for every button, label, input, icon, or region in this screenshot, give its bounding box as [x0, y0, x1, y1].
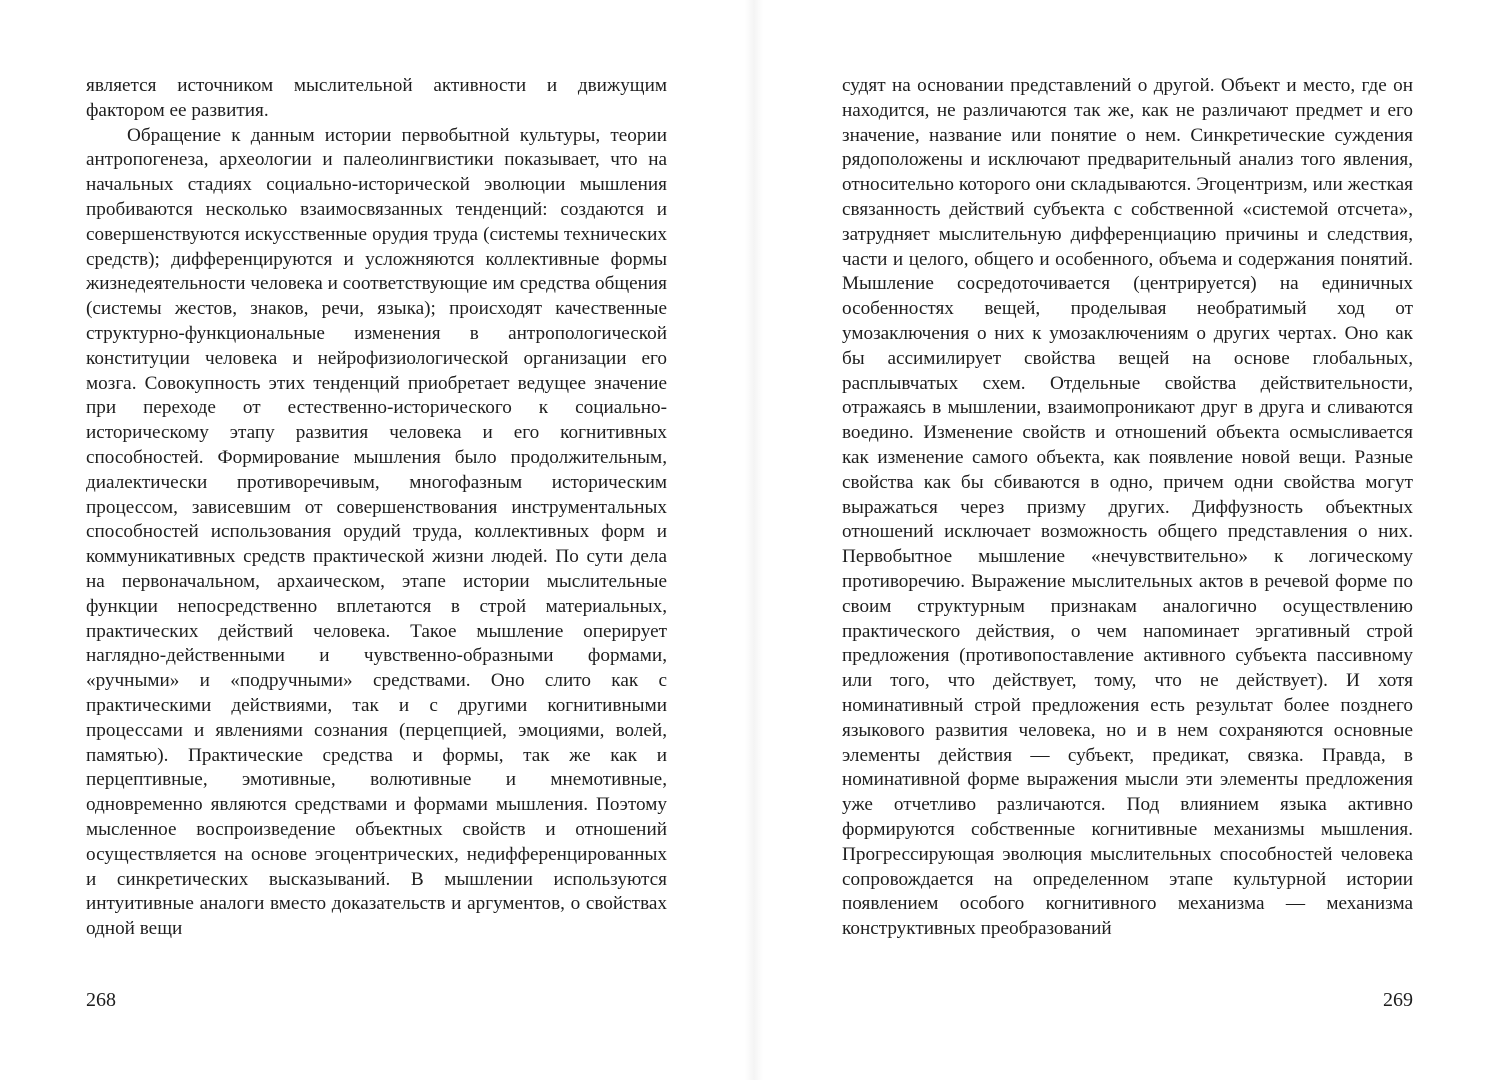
left-paragraph-1: является источником мыслительной активности и движущим фактором ее развития.	[86, 75, 667, 121]
left-paragraph-2: Обращение к данным истории первобытной культуры, теории антропогенеза, археологии и палеолингвистики показывает, что на начальных стадиях социально-исторической эволюции мышления пробиваются несколько взаимосвязанных тенденций: создаются и совершенствуются искусственные орудия труда (системы технических средств); дифференцируются и усложняются коллективные формы жизнедеятельности человека и соответствующие им средства общения (системы жестов, знаков, речи, языка); происходят качественные структурно-функциональные изменения в антропологической конституции человека и нейрофизиологической организации его мозга. Совокупность этих тенденций приобретает ведущее значение при переходе от естественно-исторического к социально-историческому этапу развития человека и его когнитивных способностей. Формирование мышления было продолжительным, диалектически противоречивым, многофазным историческим процессом, зависевшим от совершенствования инструментальных способностей использования орудий труда, коллективных форм и коммуникативных средств практической жизни людей. По сути дела на первоначальном, архаическом, этапе истории мыслительные функции непосредственно вплетаются в строй материальных, практических действий человека. Такое мышление оперирует наглядно-действенными и чувственно-образными формами, «ручными» и «подручными» средствами. Оно слито как с практическими действиями, так и с другими когнитивными процессами и явлениями сознания (перцепцией, эмоциями, волей, памятью). Практические средства и формы, так же как и перцептивные, эмотивные, волютивные и мнемотивные, одновременно являются средствами и формами мышления. Поэтому мысленное воспроизведение объектных свойств и отношений осуществляется на основе эгоцентрических, недифференцированных и синкретических высказываний. В мышлении используются интуитивные аналоги вместо доказательств и аргументов, о свойствах одной вещи	[86, 124, 667, 940]
right-page-number: 269	[1383, 989, 1413, 1011]
right-paragraph-1: судят на основании представлений о другой. Объект и место, где он находится, не различаются так же, как не различают предмет и его значение, название или понятие о нем. Синкретические суждения рядоположены и исключают предварительный анализ того явления, относительно которого они складываются. Эгоцентризм, или жесткая связанность действий субъекта с собственной «системой отсчета», затрудняет мыслительную дифференциацию причины и следствия, части и целого, общего и особенного, объема и содержания понятий. Мышление сосредоточивается (центрируется) на единичных особенностях вещей, проделывая необратимый ход от умозаключения о них к умозаключениям о других чертах. Оно как бы ассимилирует свойства вещей на основе глобальных, расплывчатых схем. Отдельные свойства действительности, отражаясь в мышлении, взаимопроникают друг в друга и сливаются воедино. Изменение свойств и отношений объекта осмысливается как изменение самого объекта, как появление новой вещи. Разные свойства как бы сбиваются в одно, причем одни свойства могут выражаться через призму других. Диффузность объектных отношений исключает возможность общего представления о них. Первобытное мышление «нечувствительно» к логическому противоречию. Выражение мыслительных актов в речевой форме по своим структурным признакам аналогично осуществлению практического действия, о чем напоминает эргативный строй предложения (противопоставление активного субъекта пассивному или того, что действует, тому, что не действует). И хотя номинативный строй предложения есть результат более позднего языкового развития человека, но и в нем сохраняются основные элементы действия — субъект, предикат, связка. Правда, в номинативной форме выражения мысли эти элементы предложения уже отчетливо различаются. Под влиянием языка активно формируются собственные когнитивные механизмы мышления. Прогрессирующая эволюция мыслительных способностей человека сопровождается на определенном этапе культурной истории появлением особого когнитивного механизма — механизма конструктивных преобразований	[842, 75, 1413, 940]
book-gutter	[745, 0, 763, 1080]
right-page-text	[842, 74, 1413, 942]
left-page-number: 268	[86, 989, 116, 1011]
left-page-text	[86, 74, 667, 942]
